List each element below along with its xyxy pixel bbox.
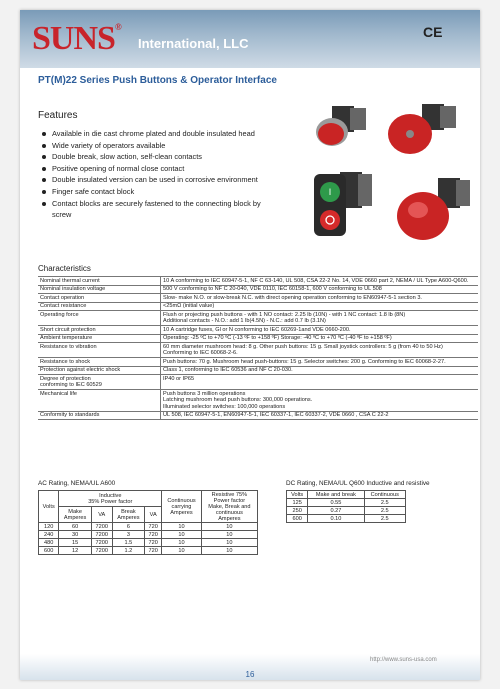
- spec-key: Short circuit protection: [38, 326, 161, 335]
- ac-rating-cell: 30: [59, 531, 92, 539]
- spec-value: 60 mm diameter mushroom head: 8 g. Other push buttons: 15 g. Small joystick controllers: 5 g (from 40 to 50 Hz) Conforming to IEC 60068-2-6.: [161, 343, 479, 358]
- ac-rating-cell: 10: [201, 547, 257, 555]
- ac-rating-cell: 10: [201, 539, 257, 547]
- ac-header-va: VA: [91, 507, 112, 523]
- spec-row: [38, 334, 478, 343]
- features-heading: Features: [38, 110, 78, 121]
- feature-item: Finger safe contact block: [42, 186, 282, 198]
- ac-rating-cell: 60: [59, 523, 92, 531]
- ce-mark: CE: [423, 24, 443, 40]
- brand-logo: [32, 20, 121, 58]
- ac-header-make: Make Amperes: [59, 507, 92, 523]
- spec-row: [38, 311, 478, 326]
- ac-rating-cell: 10: [201, 523, 257, 531]
- ac-rating-row: [39, 531, 258, 539]
- characteristics-table: [38, 276, 478, 420]
- characteristics-heading: Characteristics: [38, 264, 91, 273]
- ac-rating-cell: 720: [145, 547, 162, 555]
- ac-rating-row: [39, 539, 258, 547]
- feature-item: Wide variety of operators available: [42, 140, 282, 152]
- spec-row: [38, 294, 478, 303]
- spec-row: [38, 375, 478, 390]
- ac-rating-cell: 10: [162, 539, 202, 547]
- mushroom-button-key-photo: [388, 104, 456, 154]
- spec-row: [38, 285, 478, 294]
- ac-header-va2: VA: [145, 507, 162, 523]
- dc-rating-row: [287, 507, 406, 515]
- ac-rating-cell: 120: [39, 523, 59, 531]
- svg-text:I: I: [328, 187, 332, 197]
- spec-key: Operating force: [38, 311, 161, 326]
- spec-value: Operating: -25 ºC to +70 ºC (-13 ºF to +158 ºF) Storage: -40 ºC to +70 ºC (-40 ºF to +158 ºF): [161, 334, 479, 343]
- dc-rating-row: [287, 515, 406, 523]
- ac-header-break: Break Amperes: [112, 507, 145, 523]
- push-button-red-photo: [316, 106, 366, 146]
- dc-rating-header: Continuous: [364, 491, 406, 499]
- ac-rating-cell: 3: [112, 531, 145, 539]
- ac-rating-cell: 6: [112, 523, 145, 531]
- ac-rating-table: [38, 490, 258, 555]
- dc-rating-cell: 2.5: [364, 515, 406, 523]
- ac-rating-title: AC Rating, NEMA/UL A600: [38, 480, 116, 487]
- brand-tagline: International, LLC: [138, 36, 249, 51]
- feature-item: Contact blocks are securely fastened to the connecting block by screw: [42, 198, 282, 221]
- spec-row: [38, 366, 478, 375]
- ac-header-continuous: Continuous carrying Amperes: [162, 491, 202, 523]
- feature-item: Available in die cast chrome plated and double insulated head: [42, 128, 282, 140]
- ac-rating-cell: 720: [145, 523, 162, 531]
- ac-rating-cell: 1.5: [112, 539, 145, 547]
- spec-row: [38, 326, 478, 335]
- spec-row: [38, 302, 478, 311]
- spec-key: Protection against electric shock: [38, 366, 161, 375]
- dc-rating-cell: 250: [287, 507, 308, 515]
- page-title: PT(M)22 Series Push Buttons & Operator Interface: [38, 75, 277, 86]
- ac-header-inductive: Inductive 35% Power factor: [59, 491, 162, 507]
- spec-value: Slow- make N.O. or slow-break N.C. with direct opening operation conforming to EN60947-5-1 section 3.: [161, 294, 479, 303]
- features-list: [42, 128, 282, 221]
- ac-rating-cell: 15: [59, 539, 92, 547]
- ac-rating-cell: 720: [145, 531, 162, 539]
- ac-rating-row: [39, 523, 258, 531]
- spec-key: Ambient temperature: [38, 334, 161, 343]
- spec-key: Contact operation: [38, 294, 161, 303]
- dc-rating-table: [286, 490, 406, 523]
- ac-rating-cell: 7200: [91, 547, 112, 555]
- spec-key: Conformity to standards: [38, 411, 161, 420]
- spec-value: 500 V conforming to NF C 20-040, VDE 0110, IEC 60158-1, 600 V conforming to UL 508: [161, 285, 479, 294]
- ac-rating-row: [39, 547, 258, 555]
- spec-row: [38, 277, 478, 286]
- ac-rating-cell: 10: [162, 531, 202, 539]
- dc-rating-cell: 2.5: [364, 499, 406, 507]
- ac-rating-cell: 12: [59, 547, 92, 555]
- double-push-button-photo: [314, 172, 372, 236]
- dc-rating-cell: 125: [287, 499, 308, 507]
- spec-row: [38, 343, 478, 358]
- ac-rating-cell: 1.2: [112, 547, 145, 555]
- ac-rating-cell: 720: [145, 539, 162, 547]
- header-banner: [20, 10, 480, 68]
- ac-rating-cell: 7200: [91, 523, 112, 531]
- feature-item: Double insulated version can be used in corrosive environment: [42, 174, 282, 186]
- spec-row: [38, 358, 478, 367]
- spec-value: UL 508, IEC 60947-5-1, EN60947-5-1, IEC 60337-1, IEC 60337-2, VDE 0660 , CSA C 22-2: [161, 411, 479, 420]
- spec-value: 10 A cartridge fuses, Gl or N conforming to IEC 60269-1and VDE 0660-200.: [161, 326, 479, 335]
- spec-value: 10 A conforming to IEC 60947-5-1, NF C 63-140, UL 508, CSA 22-2 No. 14, VDE 0660 part 2, NEMA / UL Type A600-Q600.: [161, 277, 479, 286]
- spec-key: Nominal thermal current: [38, 277, 161, 286]
- dc-rating-cell: 0.55: [308, 499, 364, 507]
- ac-rating-cell: 10: [162, 547, 202, 555]
- ac-header-volts: Volts: [39, 491, 59, 523]
- spec-row: [38, 411, 478, 420]
- ac-rating-cell: 600: [39, 547, 59, 555]
- spec-value: IP40 or IP65: [161, 375, 479, 390]
- ac-header-resistive: Resistive 75% Power factor Make, Break and continuous Amperes: [201, 491, 257, 523]
- feature-item: Positive opening of normal close contact: [42, 163, 282, 175]
- catalog-page: [20, 10, 480, 680]
- ac-rating-cell: 480: [39, 539, 59, 547]
- spec-key: Resistance to shock: [38, 358, 161, 367]
- spec-key: Nominal insulation voltage: [38, 285, 161, 294]
- footer-url[interactable]: http://www.suns-usa.com: [370, 657, 437, 663]
- dc-rating-title: DC Rating, NEMA/UL Q600 Inductive and resistive: [286, 480, 430, 487]
- spec-key: Resistance to vibration: [38, 343, 161, 358]
- dc-rating-cell: 0.27: [308, 507, 364, 515]
- dc-rating-row: [287, 499, 406, 507]
- spec-value: <25mΩ (initial value): [161, 302, 479, 311]
- spec-row: [38, 390, 478, 412]
- dc-rating-cell: 600: [287, 515, 308, 523]
- page-number: 16: [245, 670, 255, 679]
- spec-key: Degree of protection conforming to IEC 60529: [38, 375, 161, 390]
- spec-key: Mechanical life: [38, 390, 161, 412]
- dc-rating-cell: 0.10: [308, 515, 364, 523]
- spec-value: Class 1, conforming to IEC 60536 and NF C 20-030.: [161, 366, 479, 375]
- dc-rating-header: Make and break: [308, 491, 364, 499]
- dc-rating-cell: 2.5: [364, 507, 406, 515]
- brand-name: SUNS: [32, 20, 115, 57]
- ac-rating-cell: 240: [39, 531, 59, 539]
- spec-key: Contact resistance: [38, 302, 161, 311]
- ac-rating-cell: 7200: [91, 539, 112, 547]
- trademark-mark: ®: [114, 22, 121, 32]
- spec-value: Push buttons: 70 g. Mushroom head push-buttons: 15 g. Selector switches: 200 g. Conforming to IEC 60068-2-27.: [161, 358, 479, 367]
- mushroom-button-photo: [397, 178, 470, 240]
- spec-value: Flush or projecting push buttons - with 1 NO contact: 2.25 lb (10N) - with 1 NC contact: 1.8 lb (8N) Additional contacts - N.O.: add 1 lb(4.5N) - N.C.: add 0.7 lb (3.1N): [161, 311, 479, 326]
- dc-rating-header: Volts: [287, 491, 308, 499]
- feature-item: Double break, slow action, self-clean contacts: [42, 151, 282, 163]
- product-photos: [310, 98, 480, 248]
- ac-rating-cell: 10: [162, 523, 202, 531]
- ac-rating-cell: 10: [201, 531, 257, 539]
- spec-value: Push buttons 3 million operations Latching mushroom head push buttons: 300,000 operations. Illuminated selector switches: 100,000 operations: [161, 390, 479, 412]
- ac-rating-cell: 7200: [91, 531, 112, 539]
